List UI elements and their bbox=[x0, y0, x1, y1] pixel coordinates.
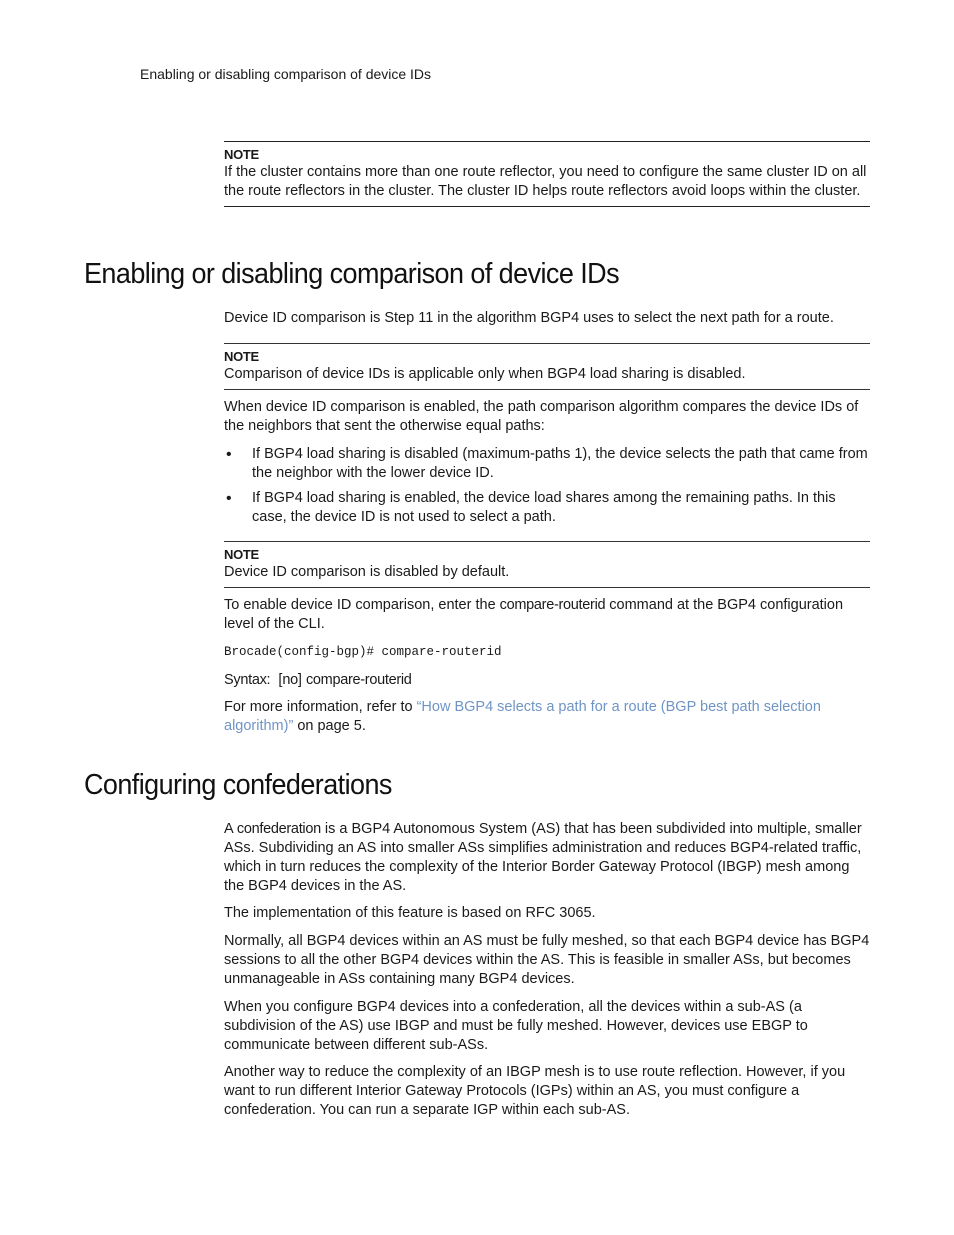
bullet-list bbox=[224, 445, 870, 533]
section-heading-confederations: Configuring confederations bbox=[84, 769, 392, 801]
cross-reference-link[interactable]: “How BGP4 selects a path for a route (BGP best path selection algorithm)” bbox=[224, 699, 821, 734]
enable-text-post: command at the BGP4 configuration level of the CLI. bbox=[224, 597, 844, 632]
p1-pre: A bbox=[224, 821, 237, 837]
note-label: NOTE bbox=[224, 349, 259, 364]
note-text: If the cluster contains more than one route reflector, you need to configure the same cluster ID on all the route reflectors in the cluster. The cluster ID helps route reflectors avoid loops within the cluster. bbox=[224, 164, 867, 199]
rfc-paragraph: The implementation of this feature is based on RFC 3065. bbox=[224, 905, 596, 921]
code-example: Brocade(config-bgp)# compare-routerid bbox=[224, 645, 502, 659]
syntax-command: compare-routerid bbox=[305, 672, 412, 688]
mesh-paragraph: Normally, all BGP4 devices within an AS must be fully meshed, so that each BGP4 device has BGP4 sessions to all the other BGP4 devices within the AS. This is feasible in smaller ASs, but becomes unmanageable in ASs containing many BGP4 devices. bbox=[224, 933, 870, 987]
syntax-line bbox=[224, 671, 870, 690]
section-heading-device-ids: Enabling or disabling comparison of device IDs bbox=[84, 258, 620, 290]
comparison-paragraph: When device ID comparison is enabled, the path comparison algorithm compares the device IDs of the neighbors that sent the otherwise equal paths: bbox=[224, 399, 859, 434]
syntax-no: no bbox=[282, 672, 298, 688]
syntax-bracket-open: [ bbox=[278, 672, 283, 688]
p1-post: is a BGP4 Autonomous System (AS) that has been subdivided into multiple, smaller ASs. Subdividing an AS into smaller ASs simplifies administration and reduces BGP4-related traffic, which in turn reduces the complexity of the Interior Border Gateway Protocol (IBGP) mesh among the BGP4 devices in the AS. bbox=[224, 821, 862, 894]
note-box-load-sharing bbox=[224, 343, 870, 390]
enable-paragraph bbox=[224, 596, 870, 634]
term-confederation: confederation bbox=[236, 821, 321, 837]
intro-paragraph: Device ID comparison is Step 11 in the algorithm BGP4 uses to select the next path for a route. bbox=[224, 310, 834, 326]
list-item: • If BGP4 load sharing is enabled, the device load shares among the remaining paths. In this case, the device ID is not used to select a path. bbox=[224, 489, 870, 527]
confederation-definition bbox=[224, 820, 870, 896]
note-label: NOTE bbox=[224, 547, 259, 562]
sub-as-paragraph: When you configure BGP4 devices into a confederation, all the devices within a sub-AS (a subdivision of the AS) use IBGP and must be fully meshed. However, devices use EBGP to communicate between different sub-ASs. bbox=[224, 999, 808, 1053]
route-reflection-paragraph: Another way to reduce the complexity of an IBGP mesh is to use route reflection. However, if you want to run different Interior Gateway Protocols (IGPs) within an AS, you must configure a confederation. You can run a separate IGP within each sub-AS. bbox=[224, 1064, 846, 1118]
running-header: Enabling or disabling comparison of device IDs bbox=[140, 66, 432, 82]
more-info-post: on page 5. bbox=[293, 718, 366, 734]
note-box-cluster bbox=[224, 141, 870, 207]
note-box-default bbox=[224, 541, 870, 588]
more-info-paragraph bbox=[224, 698, 870, 736]
syntax-label: Syntax: bbox=[224, 672, 271, 688]
more-info-pre: For more information, refer to bbox=[224, 699, 417, 715]
syntax-bracket-close: ] bbox=[297, 672, 302, 688]
command-name: compare-routerid bbox=[499, 597, 606, 613]
enable-text-pre: To enable device ID comparison, enter the bbox=[224, 597, 500, 613]
note-text: Device ID comparison is disabled by default. bbox=[224, 564, 510, 580]
note-label: NOTE bbox=[224, 147, 259, 162]
list-item: • If BGP4 load sharing is disabled (maximum-paths 1), the device selects the path that came from the neighbor with the lower device ID. bbox=[224, 445, 870, 483]
note-text: Comparison of device IDs is applicable only when BGP4 load sharing is disabled. bbox=[224, 366, 746, 382]
